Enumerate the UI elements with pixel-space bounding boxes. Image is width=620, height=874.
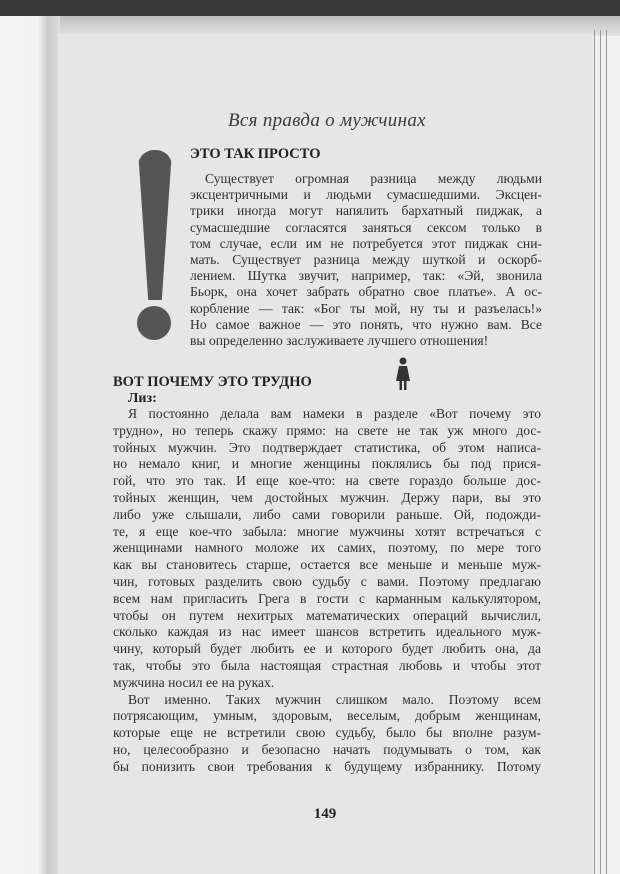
page-number: 149 <box>313 806 337 822</box>
text-line: но немало книг, и многие женщины поклялись бы под прися- <box>113 456 541 472</box>
text-line: которые еще не встретили свою судьбу, было бы вполне разум- <box>113 725 541 741</box>
section-heading: ЭТО ТАК ПРОСТО <box>190 146 321 162</box>
text-line: те, я еще кое-что забыла: многие мужчины хотят встречаться с <box>113 523 541 539</box>
book-spine-shadow <box>0 16 60 874</box>
text-line: Я постоянно делала вам намеки в разделе «Вот почему это <box>128 406 541 421</box>
text-line: Существует огромная разница между людьми <box>205 171 542 186</box>
text-line: либо уже слышали, либо сами говорили раньше. Ой, подожди- <box>113 506 541 522</box>
scan-shadow <box>0 16 620 36</box>
page-edge <box>594 30 595 874</box>
text-line: мать. Существует разница между шуткой и оскорб- <box>190 252 542 267</box>
text-line: сколько каждая из нас имеет шансов встретить идеального муж- <box>113 624 541 640</box>
page-edge <box>606 30 607 874</box>
running-head: Вся правда о мужчинах <box>228 110 426 131</box>
text-line: эксцентричными и людьми сумасшедшими. Эксцен- <box>190 187 542 203</box>
text-line: как вы становитесь старше, остается все меньше и меньше муж- <box>113 557 541 573</box>
text-line: всем нам пригласить Грега в гости с карманным калькулятором, <box>113 590 541 606</box>
text-line: чин, готовых разделить свою судьбу с вами. Поэтому предлагаю <box>113 574 541 589</box>
text-line: корбление — так: «Бог ты мой, ну ты и разъелась!» <box>190 300 542 316</box>
text-line: вы определенно заслуживаете лучшего отношения! <box>190 333 489 348</box>
text-line: Но самое важное — это понять, что нужно вам. Все <box>190 316 542 332</box>
section-heading: ВОТ ПОЧЕМУ ЭТО ТРУДНО <box>113 374 312 390</box>
exclamation-dot <box>137 306 171 340</box>
text-line: так, чтобы это была настоящая страстная любовь и чтобы этот <box>113 658 541 673</box>
text-line: сумасшедшие согласятся заняться сексом только в <box>190 219 542 235</box>
text-line: чину, который будет любить ее и которого будет любить она, да <box>113 641 541 657</box>
text-line: тойных мужчин. Это подтверждает статистика, об этом написа- <box>113 439 541 455</box>
text-line: трики иногда могут напялить бархатный пиджак, а <box>190 203 542 219</box>
text-line: бы понизить свои требования к будущему избраннику. Потому <box>113 758 541 774</box>
text-line: но, целесообразно и безопасно начать подумывать о том, как <box>113 742 541 757</box>
scan-top-edge <box>0 0 620 16</box>
woman-icon <box>395 357 411 391</box>
text-line: трудно», но теперь скажу прямо: на свете не так уж много дос- <box>113 422 541 438</box>
text-line: гой, что это так. И еще кое-что: на свете гораздо больше дос- <box>113 473 541 489</box>
text-line: чтобы он путем нехитрых математических операций вычислил, <box>113 607 541 623</box>
text-line: мужчина носил ее на руках. <box>113 674 275 690</box>
page-edge <box>600 30 601 874</box>
text-line: тойных женщин, чем достойных мужчин. Держу пари, вы это <box>113 490 541 505</box>
speaker-label: Лиз: <box>128 391 157 406</box>
text-line: потрясающим, умным, здоровым, веселым, добрым женщинам, <box>113 708 541 724</box>
text-line: лением. Шутка звучит, например, так: «Эй, звонила <box>190 268 542 284</box>
text-line: Вот именно. Таких мужчин слишком мало. Поэтому всем <box>128 691 541 707</box>
text-line: том случае, если им не потребуется этот пиджак сни- <box>190 235 542 251</box>
text-line: Бьорк, она хочет забрать обратно свое платье». А ос- <box>190 284 542 300</box>
text-line: женщинами намного моложе их самих, поэтому, по мере того <box>113 540 541 556</box>
